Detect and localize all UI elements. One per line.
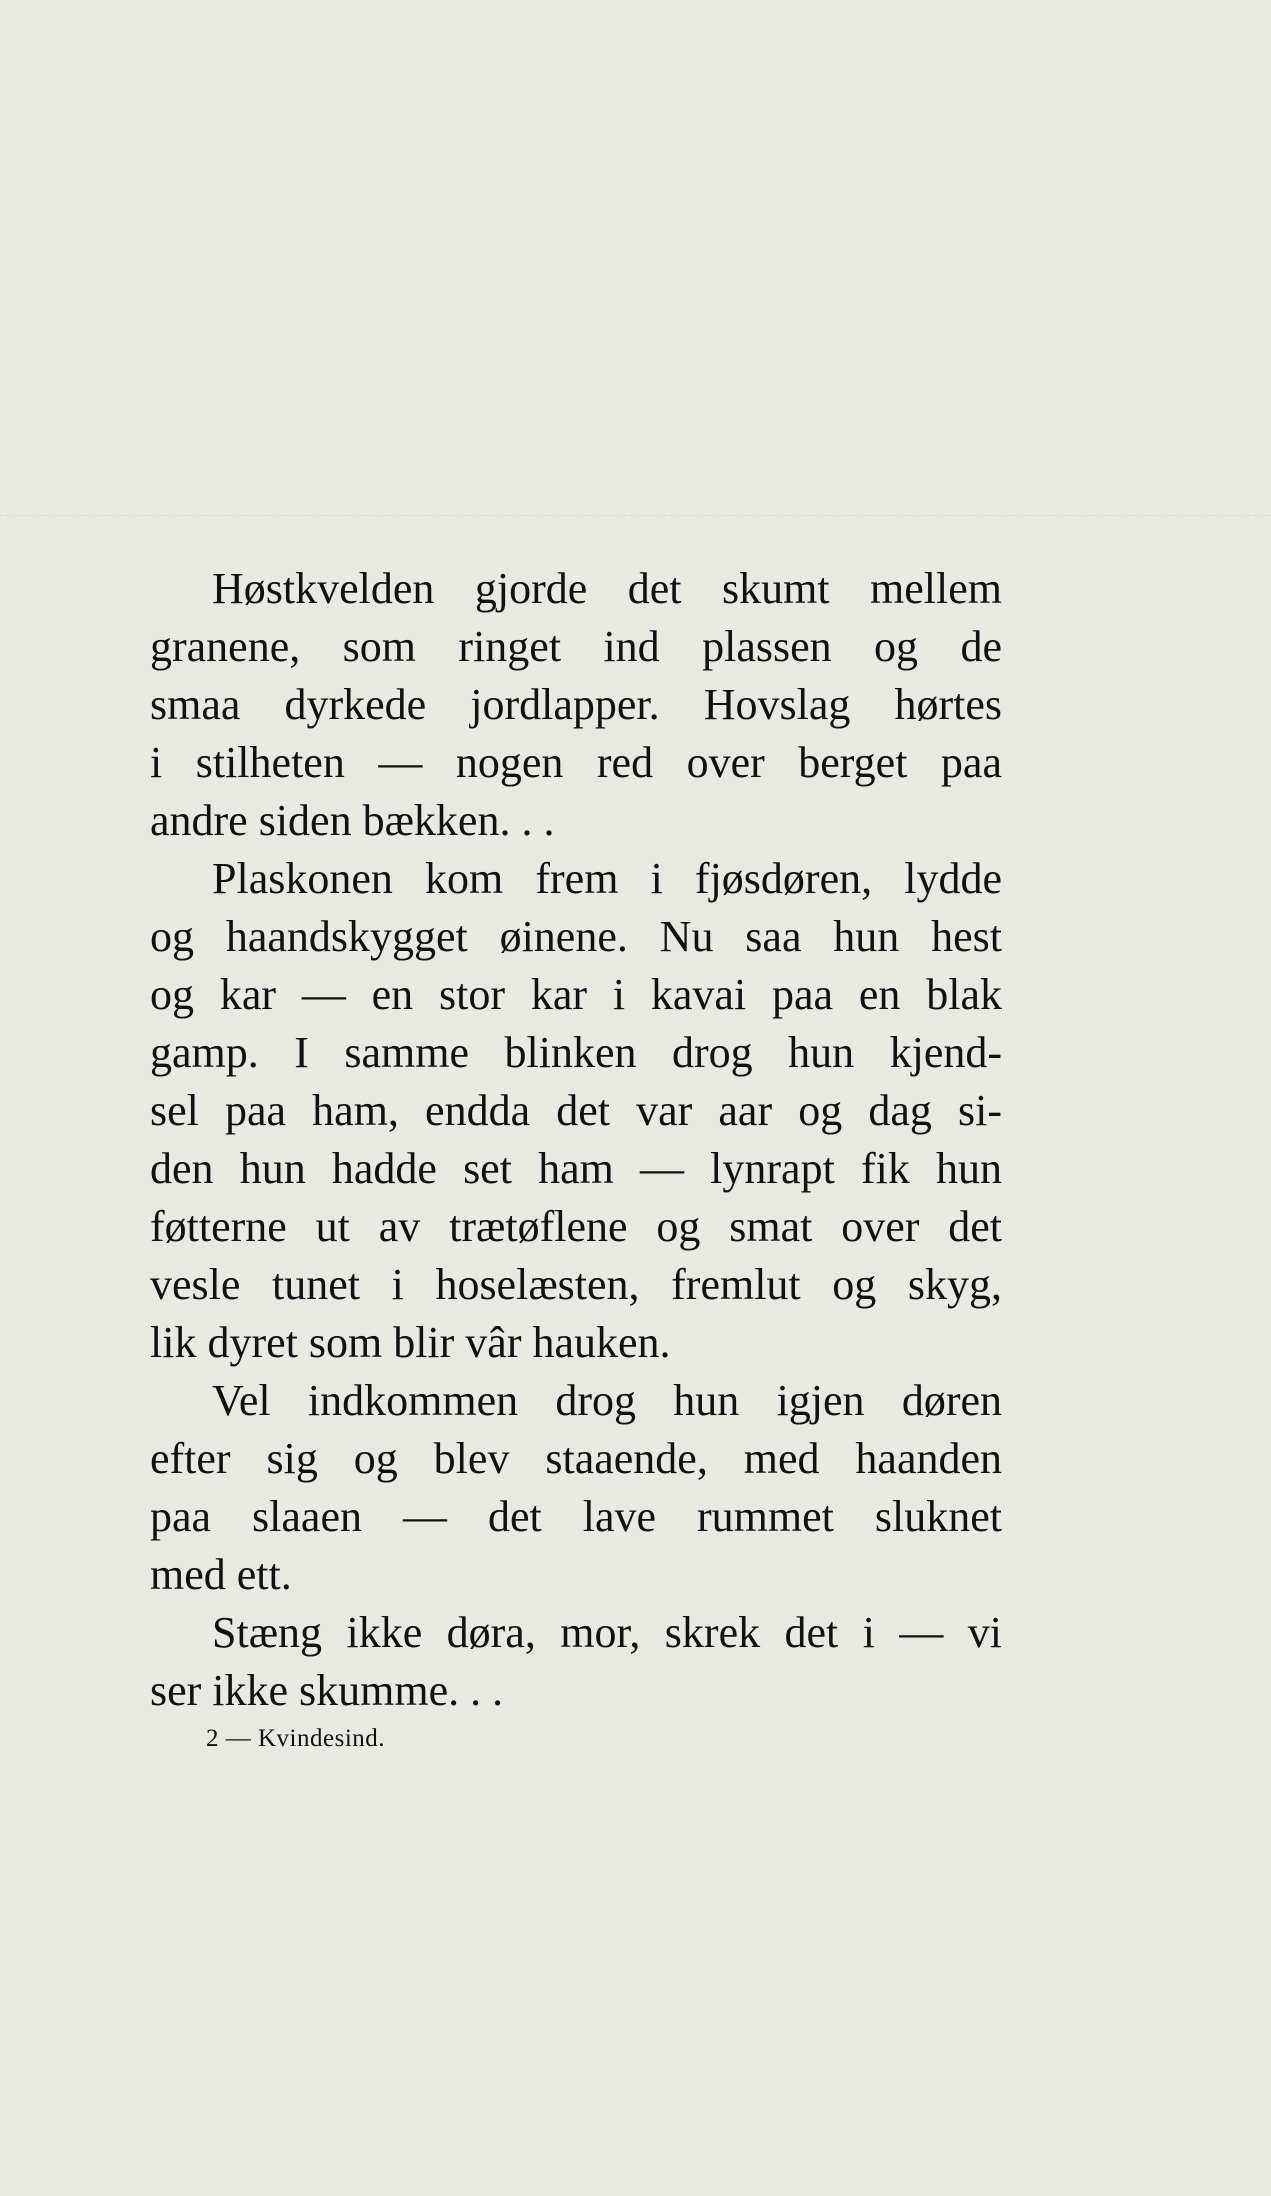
text-line: vesle tunet i hoselæsten, fremlut og skyg, (150, 1260, 1002, 1309)
text-line: Vel indkommen drog hun igjen døren (212, 1376, 1002, 1425)
text-line: og haandskygget øinene. Nu saa hun hest (150, 912, 1002, 961)
text-line: føtterne ut av trætøflene og smat over det (150, 1202, 1002, 1251)
signature-mark: 2 — Kvindesind. (206, 1725, 386, 1752)
paragraph-1 (150, 560, 1002, 850)
text-line: efter sig og blev staaende, med haanden (150, 1434, 1002, 1483)
text-line: gamp. I samme blinken drog hun kjend- (150, 1028, 1002, 1077)
text-line: sel paa ham, endda det var aar og dag si- (150, 1086, 1002, 1135)
text-line: Høstkvelden gjorde det skumt mellem (212, 564, 1002, 613)
paragraph-4 (150, 1604, 1002, 1720)
text-line: den hun hadde set ham — lynrapt fik hun (150, 1144, 1002, 1193)
text-line: lik dyret som blir vâr hauken. (150, 1318, 671, 1367)
text-line: ser ikke skumme. . . (150, 1666, 504, 1715)
text-line: smaa dyrkede jordlapper. Hovslag hørtes (150, 680, 1002, 729)
text-line: Plaskonen kom frem i fjøsdøren, lydde (212, 854, 1002, 903)
text-line: granene, som ringet ind plassen og de (150, 622, 1002, 671)
text-line: Stæng ikke døra, mor, skrek det i — vi (212, 1608, 1002, 1657)
text-line: i stilheten — nogen red over berget paa (150, 738, 1002, 787)
text-line: og kar — en stor kar i kavai paa en blak (150, 970, 1002, 1019)
text-line: med ett. (150, 1550, 292, 1599)
page-fold-line (0, 515, 1271, 516)
text-line: paa slaaen — det lave rummet sluknet (150, 1492, 1002, 1541)
paragraph-2 (150, 850, 1002, 1372)
paragraph-3 (150, 1372, 1002, 1604)
body-text (150, 560, 1002, 1720)
text-line: andre siden bækken. . . (150, 796, 555, 845)
